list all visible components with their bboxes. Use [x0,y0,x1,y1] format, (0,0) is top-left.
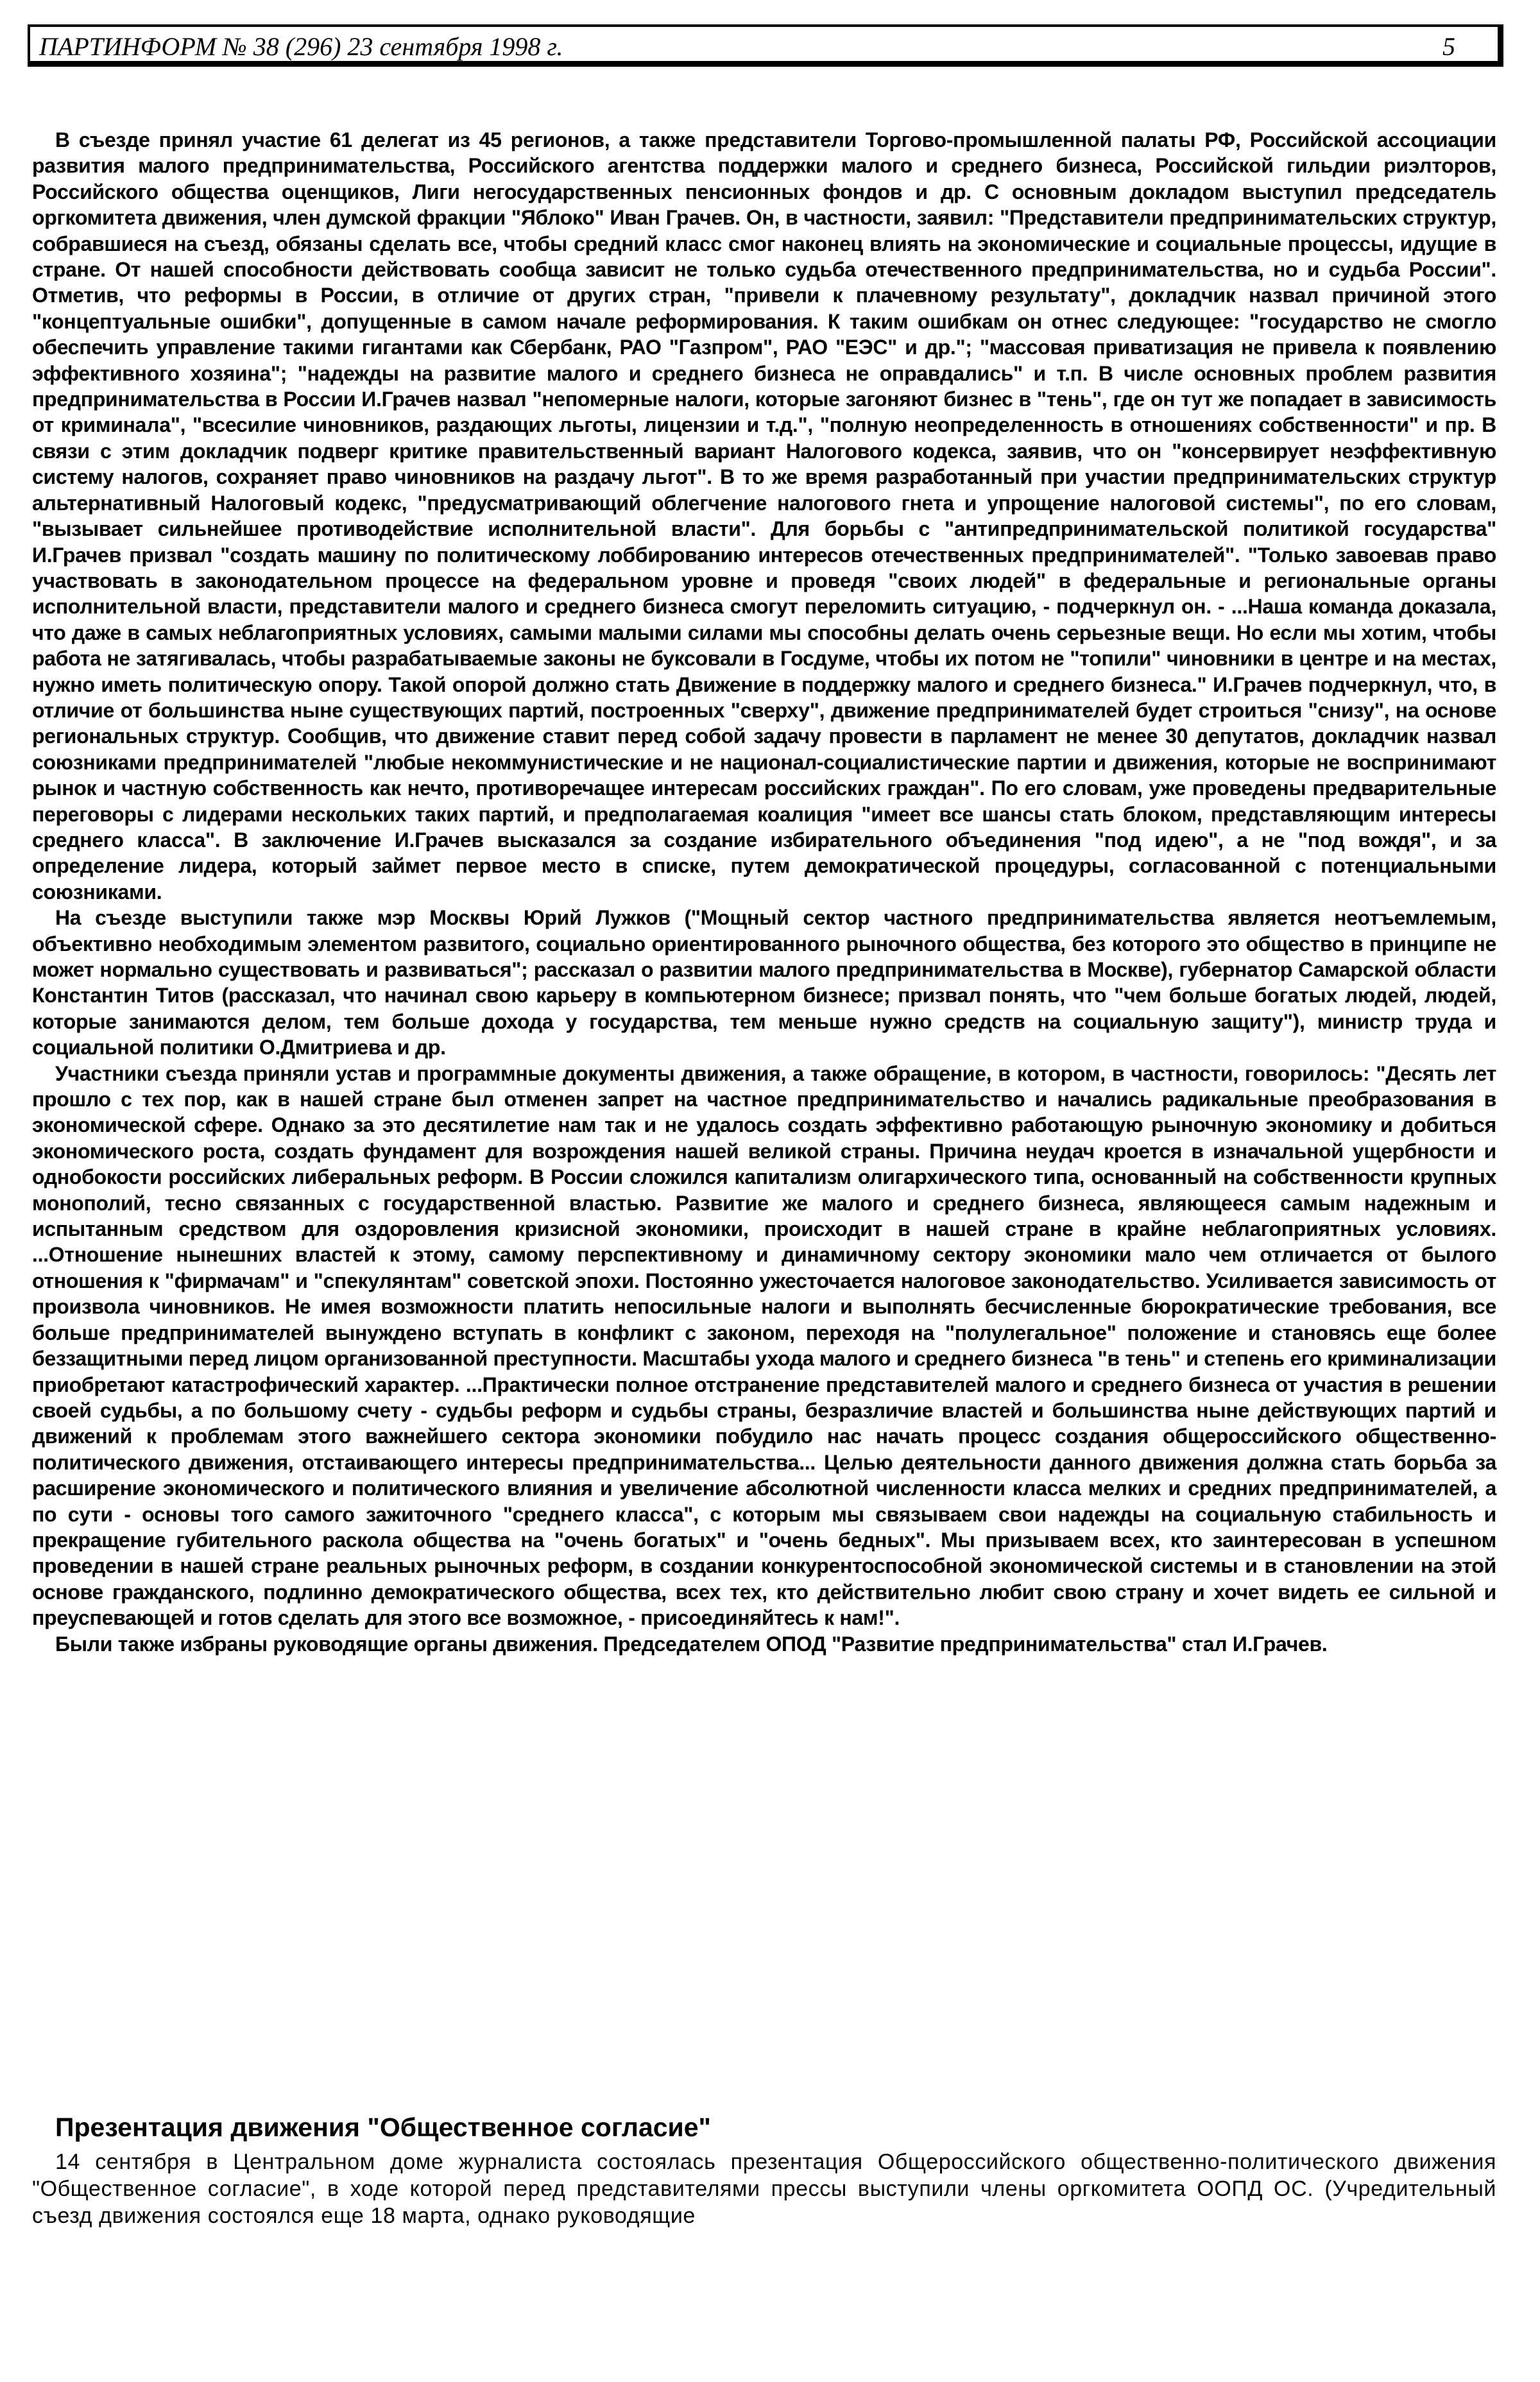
publication-title: ПАРТИНФОРМ № 38 (296) 23 сентября 1998 г. [39,32,563,61]
section-heading: Презентация движения "Общественное согласие" [55,2112,711,2142]
section-paragraph: 14 сентября в Центральном доме журналиста состоялась презентация Общероссийского общественно-политического движения "Общественное согласие", в ходе которой перед представителями прессы выступили члены оргкомитета ООПД ОС. (Учредительный съезд движения состоялся еще 18 марта, однако руководящие [32,2150,1496,2228]
article-paragraph: Были также избраны руководящие органы движения. Председателем ОПОД "Развитие предпринимательства" стал И.Грачев. [55,1632,1328,1656]
article-paragraph: В съезде принял участие 61 делегат из 45 регионов, а также представители Торгово-промышленной палаты РФ, Российской ассоциации развития малого предпринимательства, Российского агентства поддержки малого и среднего бизнеса, Российской гильдии риэлторов, Российского общества оценщиков, Лиги негосударственных пенсионных фондов и др. С основным докладом выступил председатель оргкомитета движения, член думской фракции "Яблоко" Иван Грачев. Он, в частности, заявил: "Представители предпринимательских структур, собравшиеся на съезд, обязаны сделать все, чтобы средний класс смог наконец влиять на экономические и социальные процессы, идущие в стране. От нашей способности действовать сообща зависит не только судьба отечественного предпринимательства, но и судьба России". Отметив, что реформы в России, в отличие от других стран, "привели к плачевному результату", докладчик назвал причиной этого "концептуальные ошибки", допущенные в самом начале реформирования. К таким ошибкам он отнес следующее: "государство не смогло обеспечить управление такими гигантами как Сбербанк, РАО "Газпром", РАО "ЕЭС" и др."; "массовая приватизация не привела к появлению эффективного хозяина"; "надежды на развитие малого и среднего бизнеса не оправдались" и т.п. В числе основных проблем развития предпринимательства в России И.Грачев назвал "непомерные налоги, которые загоняют бизнес в "тень", где он тут же попадает в зависимость от криминала", "всесилие чиновников, раздающих льготы, лицензии и т.д.", "полную неопределенность в отношениях собственности" и пр. В связи с этим докладчик подверг критике правительственный вариант Налогового кодекса, заявив, что он "консервирует неэффективную систему налогов, сохраняет право чиновников на раздачу льгот". В то же время разработанный при участии предпринимательских структур альтернативный Налоговый кодекс, "предусматривающий облегчение налогового гнета и упрощение налоговой системы", по его словам, "вызывает сильнейшее противодействие исполнительной власти". Для борьбы с "антипредпринимательской политикой государства" И.Грачев призвал "создать машину по политическому лоббированию интересов отечественных предпринимателей". "Только завоевав право участвовать в законодательном процессе на федеральном уровне и проведя "своих людей" в федеральные и региональные органы исполнительной власти, представители малого и среднего бизнеса смогут переломить ситуацию, - подчеркнул он. - ...Наша команда доказала, что даже в самых неблагоприятных условиях, самыми малыми силами мы способны делать очень серьезные вещи. Но если мы хотим, чтобы работа не затягивалась, чтобы разрабатываемые законы не буксовали в Госдуме, чтобы их потом не "топили" чиновники в центре и на местах, нужно иметь политическую опору. Такой опорой должно стать Движение в поддержку малого и среднего бизнеса." И.Грачев подчеркнул, что, в отличие от большинства ныне существующих партий, построенных "сверху", движение предпринимателей будет строиться "снизу", на основе региональных структур. Сообщив, что движение ставит перед собой задачу провести в парламент не менее 30 депутатов, докладчик назвал союзниками предпринимателей "любые некоммунистические и не национал-социалистические партии и движения, которые не воспринимают рынок и частную собственность как нечто, противоречащее интересам российских граждан". По его словам, уже проведены предварительные переговоры с лидерами нескольких таких партий, и предполагаемая коалиция "имеет все шансы стать блоком, представляющим интересы среднего класса". В заключение И.Грачев высказался за создание избирательного объединения "под идею", а не "под вождя", и за определение лидера, который займет первое место в списке, путем демократической процедуры, согласованной с потенциальными союзниками. [32,128,1496,904]
article-paragraph: Участники съезда приняли устав и программные документы движения, а также обращение, в котором, в частности, говорилось: "Десять лет прошло с тех пор, как в нашей стране был отменен запрет на частное предпринимательство и начались радикальные преобразования в экономической сфере. Однако за это десятилетие нам так и не удалось создать эффективно работающую рыночную экономику и добиться экономического роста, создать фундамент для возрождения нашей великой страны. Причина неудач кроется в изначальной ущербности и однобокости российских либеральных реформ. В России сложился капитализм олигархического типа, основанный на собственности крупных монополий, тесно связанных с государственной властью. Развитие же малого и среднего бизнеса, являющееся самым надежным и испытанным средством для оздоровления кризисной экономики, происходит в нашей стране в крайне неблагоприятных условиях. ...Отношение нынешних властей к этому, самому перспективному и динамичному сектору экономики мало чем отличается от былого отношения к "фирмачам" и "спекулянтам" советской эпохи. Постоянно ужесточается налоговое законодательство. Усиливается зависимость от произвола чиновников. Не имея возможности платить непосильные налоги и выполнять бесчисленные бюрократические требования, все больше предпринимателей вынуждено вступать в конфликт с законом, переходя на "полулегальное" положение и становясь еще более беззащитными перед лицом организованной преступности. Масштабы ухода малого и среднего бизнеса "в тень" и степень его криминализации приобретают катастрофический характер. ...Практически полное отстранение представителей малого и среднего бизнеса от участия в решении своей судьбы, а по большому счету - судьбы реформ и судьбы страны, безразличие властей и большинства ныне действующих партий и движений к проблемам этого важнейшего сектора экономики побудило нас начать процесс создания общероссийского общественно-политического движения, отстаивающего интересы предпринимательства... Целью деятельности данного движения должна стать борьба за расширение экономического и политического влияния и увеличение абсолютной численности класса мелких и средних предпринимателей, а по сути - основы того самого зажиточного "среднего класса", с которым мы связываем свои надежды на социальную стабильность и прекращение губительного раскола общества на "очень богатых" и "очень бедных". Мы призываем всех, кто заинтересован в успешном проведении в нашей стране реальных рыночных реформ, в создании конкурентоспособной экономической системы и в становлении на этой основе гражданского, подлинно демократического общества, всех тех, кто действительно любит свою страну и хочет видеть ее сильной и преуспевающей и готов сделать для этого все возможное, - присоединяйтесь к нам!". [32,1061,1496,1630]
page-header [28,24,1503,67]
article-paragraph: На съезде выступили также мэр Москвы Юрий Лужков ("Мощный сектор частного предпринимательства является неотъемлемым, объективно необходимым элементом развитого, социально ориентированного рыночного общества, без которого это общество в принципе не может нормально существовать и развиваться"; рассказал о развитии малого предпринимательства в Москве), губернатор Самарской области Константин Титов (рассказал, что начинал свою карьеру в компьютерном бизнесе; призвал понять, что "чем больше богатых людей, людей, которые занимаются делом, тем больше дохода у государства, тем меньше нужно средств на социальную защиту"), министр труда и социальной политики О.Дмитриева и др. [32,906,1496,1059]
page-number: 5 [1442,32,1455,61]
article-body [32,127,1496,1657]
